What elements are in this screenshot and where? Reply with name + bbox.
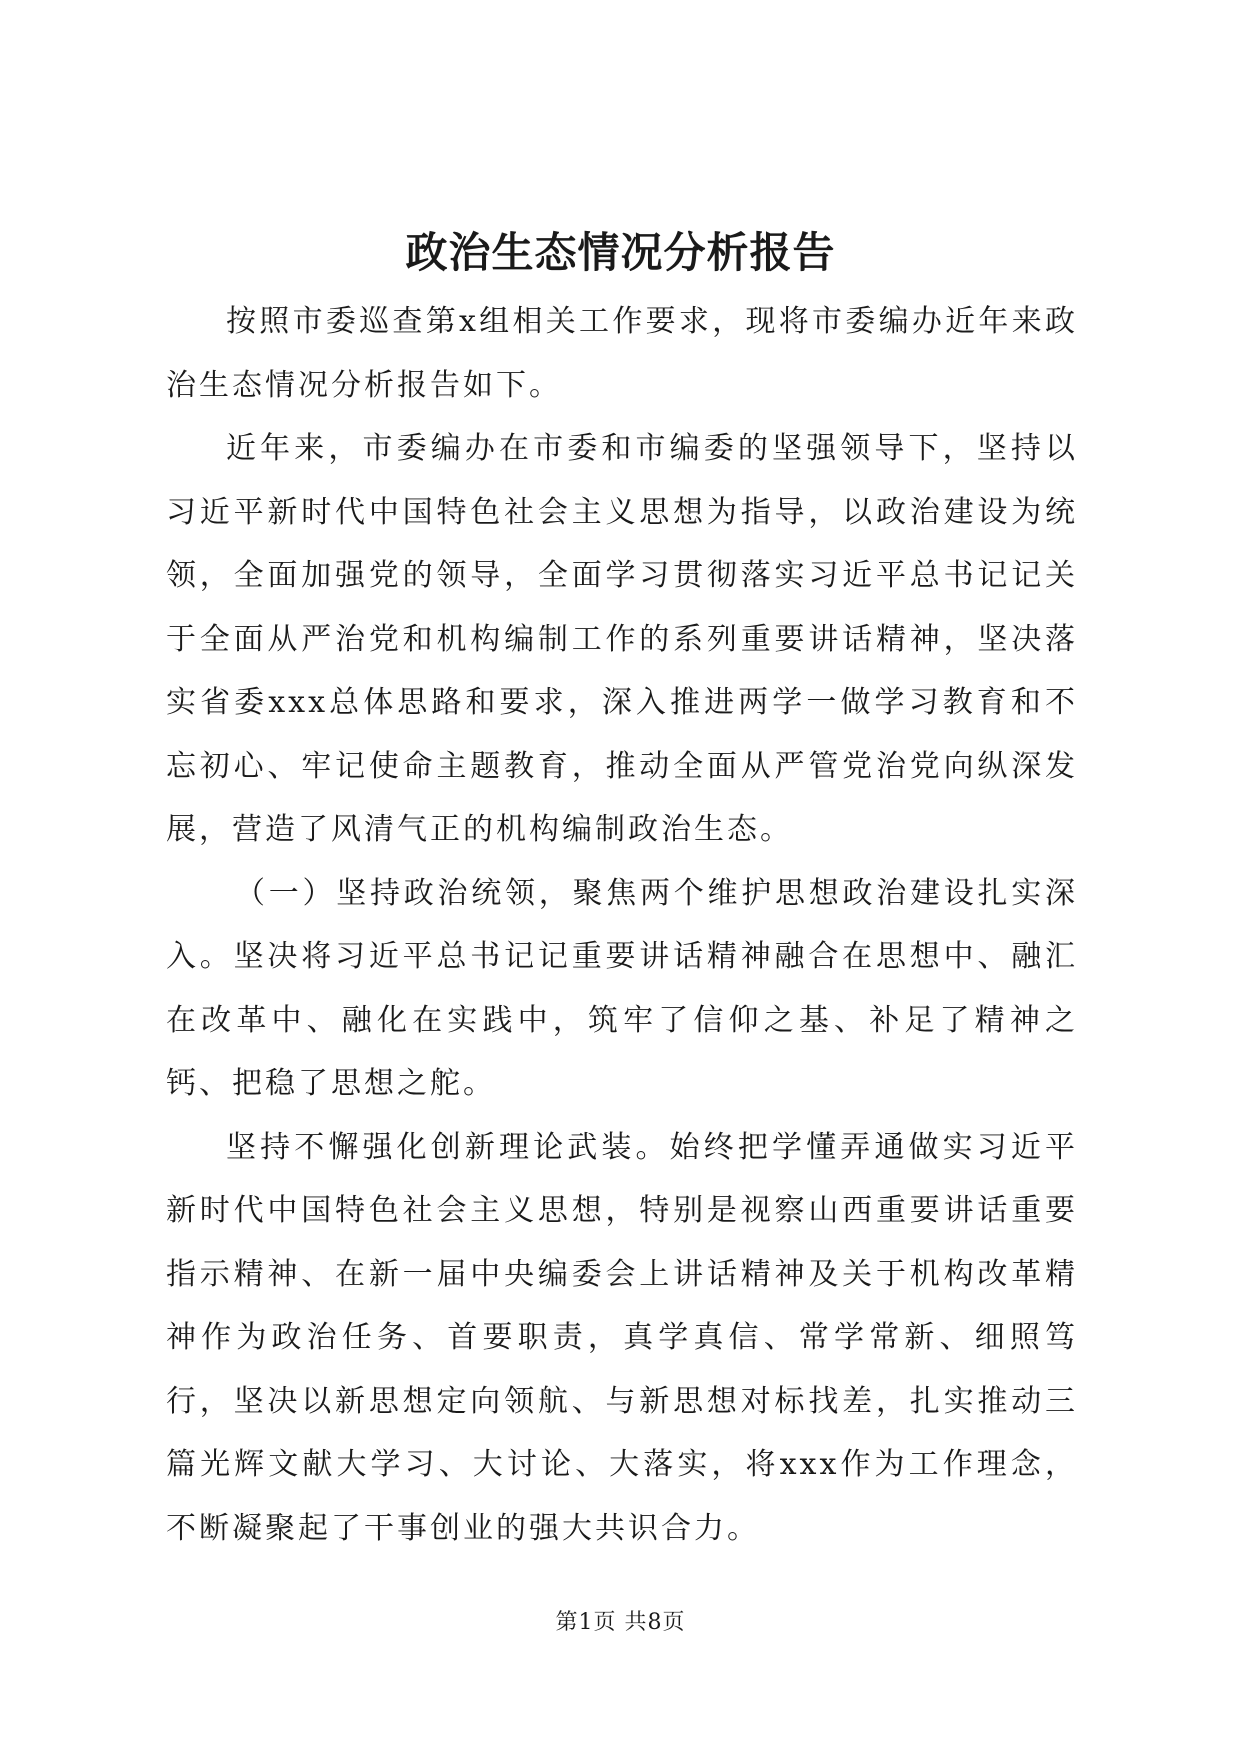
page-footer: 第1页 共8页 [555, 1610, 686, 1635]
document-body [166, 290, 1078, 1560]
paragraph-section-one: （一）坚持政治统领，聚焦两个维护思想政治建设扎实深入。坚决将习近平总书记记重要讲话精神融合在思想中、融汇在改革中、融化在实践中，筑牢了信仰之基、补足了精神之钙、把稳了思想之舵。 [166, 875, 1078, 1101]
document-title: 政治生态情况分析报告 [405, 228, 836, 277]
paragraph-overview: 近年来，市委编办在市委和市编委的坚强领导下，坚持以习近平新时代中国特色社会主义思想为指导，以政治建设为统领，全面加强党的领导，全面学习贯彻落实习近平总书记记关于全面从严治党和机构编制工作的系列重要讲话精神，坚决落实省委xxx总体思路和要求，深入推进两学一做学习教育和不忘初心、牢记使命主题教育，推动全面从严管党治党向纵深发展，营造了风清气正的机构编制政治生态。 [166, 431, 1078, 847]
paragraph-theory-arming: 坚持不懈强化创新理论武装。始终把学懂弄通做实习近平新时代中国特色社会主义思想，特别是视察山西重要讲话重要指示精神、在新一届中央编委会上讲话精神及关于机构改革精神作为政治任务、首要职责，真学真信、常学常新、细照笃行，坚决以新思想定向领航、与新思想对标找差，扎实推动三篇光辉文献大学习、大讨论、大落实，将xxx作为工作理念，不断凝聚起了干事创业的强大共识合力。 [166, 1129, 1078, 1546]
paragraph-intro: 按照市委巡查第x组相关工作要求，现将市委编办近年来政治生态情况分析报告如下。 [166, 304, 1078, 403]
